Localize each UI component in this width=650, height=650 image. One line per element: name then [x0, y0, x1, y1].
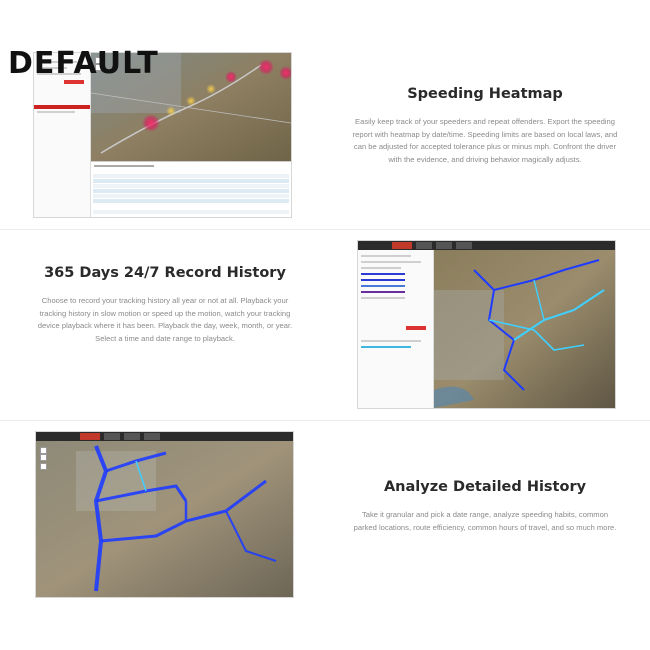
history-map[interactable] — [434, 250, 615, 408]
analyze-history-screenshot — [35, 431, 294, 598]
layers-control[interactable] — [40, 463, 47, 470]
table-row[interactable] — [93, 174, 289, 178]
section-title-heatmap: Speeding Heatmap — [407, 86, 563, 102]
record-history-screenshot — [357, 240, 616, 409]
tab[interactable] — [416, 242, 432, 249]
table-row[interactable] — [93, 210, 289, 214]
tab[interactable] — [104, 433, 120, 440]
analyze-map-svg — [36, 441, 293, 597]
export-bar[interactable] — [34, 105, 90, 109]
zoom-in-control[interactable] — [40, 447, 47, 454]
default-badge: DEFAULT — [8, 46, 159, 81]
table-row[interactable] — [93, 184, 289, 188]
history-sidebar — [358, 250, 434, 408]
tab-active[interactable] — [392, 242, 412, 249]
section-divider — [0, 229, 650, 230]
table-row[interactable] — [93, 199, 289, 203]
tab[interactable] — [436, 242, 452, 249]
section-desc-history: Choose to record your tracking history all year or not at all. Playback your tracking history in slow motion or speed up the motion, watch your tracking device playback where it has been. Playback the day, week, month, or year. Select a time and date range to playback. — [37, 296, 293, 343]
analyze-map[interactable] — [36, 441, 293, 597]
section-divider — [0, 420, 650, 421]
tab-active[interactable] — [80, 433, 100, 440]
section-title-history: 365 Days 24/7 Record History — [44, 265, 286, 281]
table-row[interactable] — [93, 194, 289, 198]
section-desc-heatmap: Easily keep track of your speeders and repeat offenders. Export the speeding report with heatmap by date/time. Speeding limits are based on local laws, and can be adjusted for accepted tolerance plus or minus mph. Confront the driver with the evidence, and driving behavior magically adjusts. — [352, 117, 618, 164]
table-row[interactable] — [93, 189, 289, 193]
table-row[interactable] — [93, 179, 289, 183]
section-title-analyze: Analyze Detailed History — [383, 479, 587, 495]
zoom-out-control[interactable] — [40, 454, 47, 461]
tab[interactable] — [456, 242, 472, 249]
tab[interactable] — [144, 433, 160, 440]
speeding-table — [91, 161, 291, 218]
section-desc-analyze: Take it granular and pick a date range, analyze speeding habits, common parked locations, route efficiency, common hours of travel, and so much more. — [353, 510, 617, 532]
tab[interactable] — [124, 433, 140, 440]
app-topbar — [358, 241, 615, 250]
app-topbar — [36, 432, 293, 441]
history-map-svg — [434, 250, 615, 408]
playback-button[interactable] — [406, 326, 426, 330]
